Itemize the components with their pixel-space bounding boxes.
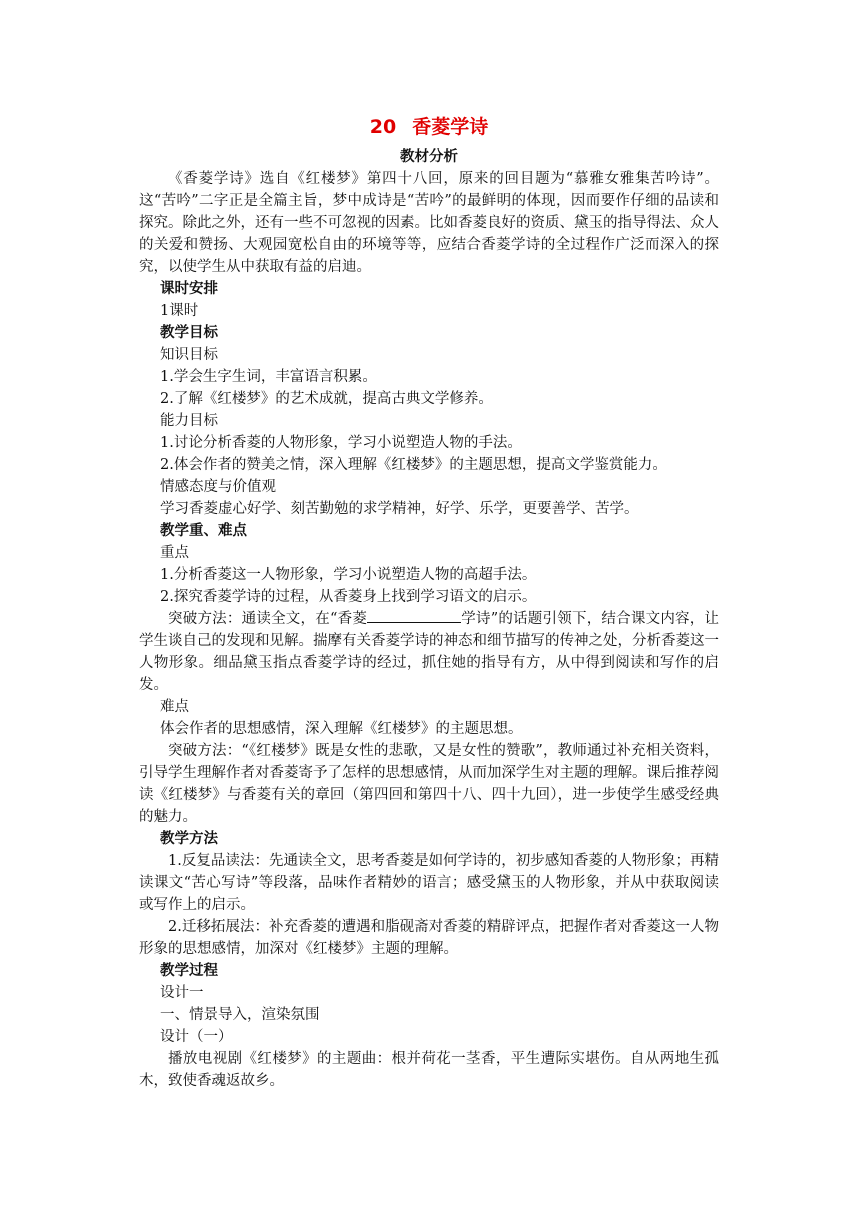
ability-item-2: 2.体会作者的赞美之情，深入理解《红楼梦》的主题思想，提高文学鉴赏能力。 (160, 457, 667, 473)
difficult-method-paragraph: 突破方法：“《红楼梦》既是女性的悲歌，又是女性的赞歌”，教师通过补充相关资料，引导学生理解作者对香菱寄予了怎样的思想感情，从而加深学生对主题的理解。课后推荐阅读《红楼梦》与香菱有关的章回（第四回和第四十八、四十九回），进一步使学生感受经典的魅力。 (139, 743, 719, 825)
knowledge-item-1: 1.学会生字生词，丰富语言积累。 (160, 369, 377, 385)
emotion-heading: 情感态度与价值观 (160, 479, 277, 495)
methods-item-2: 2.迁移拓展法：补充香菱的遭遇和脂砚斋对香菱的精辟评点，把握作者对香菱这一人物形象的思想感情，加深对《红楼梦》主题的理解。 (139, 919, 719, 957)
play-paragraph: 播放电视剧《红楼梦》的主题曲：根并荷花一茎香，平生遭际实堪伤。自从两地生孤木，致使香魂返故乡。 (139, 1051, 719, 1089)
goals-heading: 教学目标 (160, 325, 219, 341)
process-heading: 教学过程 (160, 963, 219, 979)
schedule-heading: 课时安排 (160, 281, 219, 297)
ability-item-1: 1.讨论分析香菱的人物形象，学习小说塑造人物的手法。 (160, 435, 522, 451)
schedule-text: 1课时 (160, 303, 199, 319)
lesson-number: 20 (369, 116, 397, 138)
knowledge-heading: 知识目标 (160, 347, 219, 363)
step-1-label: 一、情景导入，渲染氛围 (160, 1007, 320, 1023)
methods-heading: 教学方法 (160, 831, 219, 847)
key-subheading: 重点 (160, 545, 190, 561)
difficult-text: 体会作者的思想感情，深入理解《红楼梦》的主题思想。 (160, 721, 523, 737)
key-method-part-b: 学诗”的话题引领下，结合课文内容，让学生谈自己的发现和见解。揣摩有关香菱学诗的神态和细节描写的传神之处，分析香菱这一人物形象。细品黛玉指点香菱学诗的经过，抓住她的指导有方，从中得到阅读和写作的启发。 (139, 611, 719, 693)
design-1-label: 设计一 (160, 985, 204, 1001)
page-title (139, 110, 719, 144)
methods-item-1: 1.反复品读法：先通读全文，思考香菱是如何学诗的，初步感知香菱的人物形象；再精读课文“苦心写诗”等段落，品味作者精妙的语言；感受黛玉的人物形象，并从中获取阅读或写作上的启示。 (139, 853, 719, 913)
key-item-2: 2.探究香菱学诗的过程，从香菱身上找到学习语文的启示。 (160, 589, 537, 605)
analysis-heading: 教材分析 (400, 149, 458, 165)
key-item-1: 1.分析香菱这一人物形象，学习小说塑造人物的高超手法。 (160, 567, 537, 583)
ability-heading: 能力目标 (160, 413, 219, 429)
key-method-paragraph (139, 608, 719, 696)
design-1a-label: 设计（一） (160, 1029, 233, 1045)
fill-in-blank (367, 608, 461, 623)
key-method-part-a: 突破方法：通读全文，在“香菱 (168, 611, 368, 627)
difficult-subheading: 难点 (160, 699, 190, 715)
emotion-text: 学习香菱虚心好学、刻苦勤勉的求学精神，好学、乐学，更要善学、苦学。 (160, 501, 639, 517)
document-page (139, 110, 719, 1092)
lesson-title: 香菱学诗 (412, 116, 489, 138)
key-difficult-heading: 教学重、难点 (160, 523, 248, 539)
knowledge-item-2: 2.了解《红楼梦》的艺术成就，提高古典文学修养。 (160, 391, 493, 407)
analysis-paragraph: 《香菱学诗》选自《红楼梦》第四十八回，原来的回目题为“慕雅女雅集苦吟诗”。这“苦吟”二字正是全篇主旨，梦中成诗是“苦吟”的最鲜明的体现，因而要作仔细的品读和探究。除此之外，还有一些不可忽视的因素。比如香菱良好的资质、黛玉的指导得法、众人的关爱和赞扬、大观园宽松自由的环境等等，应结合香菱学诗的全过程作广泛而深入的探究，以使学生从中获取有益的启迪。 (139, 171, 719, 275)
